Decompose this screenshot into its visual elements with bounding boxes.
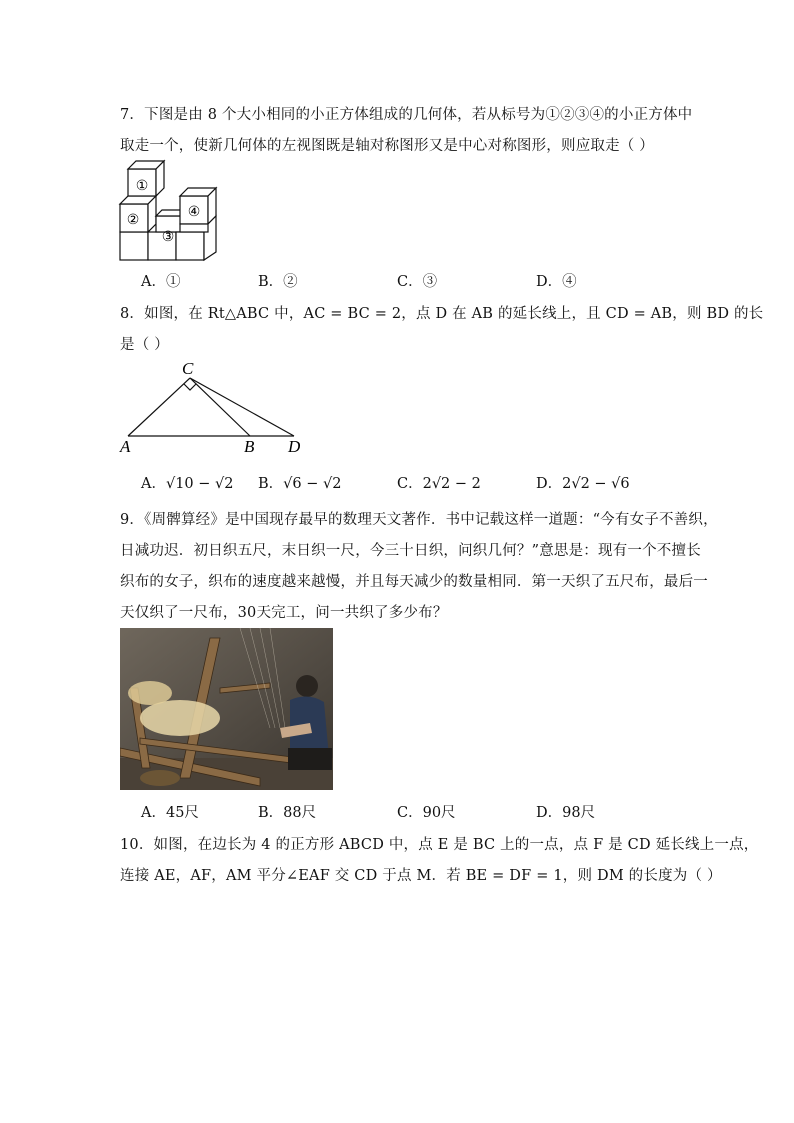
q8-line-1: 8．如图，在 Rt△ABC 中，AC = BC = 2，点 D 在 AB 的延长线上，且 CD = AB，则 BD 的长 (120, 306, 764, 322)
q7-option-b[interactable]: B．② (258, 274, 298, 290)
q10-line-1: 10．如图，在边长为 4 的正方形 ABCD 中，点 E 是 BC 上的一点，点 F 是 CD 延长线上一点， (120, 837, 759, 853)
q9-line-3: 织布的女子，织布的速度越来越慢，并且每天减少的数量相同．第一天织了五尺布，最后一 (120, 574, 708, 590)
cube-label-2: ② (126, 212, 140, 228)
q9-line-1: 9．《周髀算经》是中国现存最早的数理天文著作．书中记载这样一道题：“今有女子不善织， (120, 512, 718, 528)
q8-option-b[interactable]: B．√6 − √2 (258, 476, 342, 492)
q7-cube-figure (118, 158, 220, 262)
q9-line-2: 日减功迟．初日织五尺，末日织一尺，今三十日织，问织几何？”意思是：现有一个不擅长 (120, 543, 701, 559)
q7-option-a[interactable]: A．① (141, 274, 181, 290)
q7-option-d[interactable]: D．④ (536, 274, 577, 290)
point-label-c: C (182, 359, 194, 378)
q8-option-d[interactable]: D．2√2 − √6 (536, 476, 630, 492)
q9-option-a[interactable]: A．45尺 (141, 805, 199, 821)
point-label-d: D (288, 437, 301, 456)
cube-label-1: ① (135, 178, 149, 194)
point-label-b: B (244, 437, 255, 456)
q8-option-c[interactable]: C．2√2 − 2 (397, 476, 481, 492)
cube-label-3: ③ (161, 229, 175, 245)
cube-label-4: ④ (187, 204, 201, 220)
q7-option-c[interactable]: C．③ (397, 274, 438, 290)
q9-option-c[interactable]: C．90尺 (397, 805, 456, 821)
q9-option-b[interactable]: B．88尺 (258, 805, 317, 821)
q7-line-2: 取走一个，使新几何体的左视图既是轴对称图形又是中心对称图形，则应取走（ ） (120, 138, 655, 154)
q9-line-4: 天仅织了一尺布，30天完工，问一共织了多少布？ (120, 605, 448, 621)
point-label-a: A (120, 437, 131, 456)
q8-option-a[interactable]: A．√10 − √2 (141, 476, 234, 492)
q8-triangle-figure (118, 358, 314, 458)
q9-option-d[interactable]: D．98尺 (536, 805, 596, 821)
q10-line-2: 连接 AE，AF，AM 平分∠EAF 交 CD 于点 M．若 BE = DF = 1，则 DM 的长度为（ ） (120, 868, 722, 884)
loom-photo (120, 628, 333, 790)
q7-line-1: 7．下图是由 8 个大小相同的小正方体组成的几何体，若从标号为①②③④的小正方体中 (120, 107, 693, 123)
q8-line-2: 是（ ） (120, 337, 169, 353)
